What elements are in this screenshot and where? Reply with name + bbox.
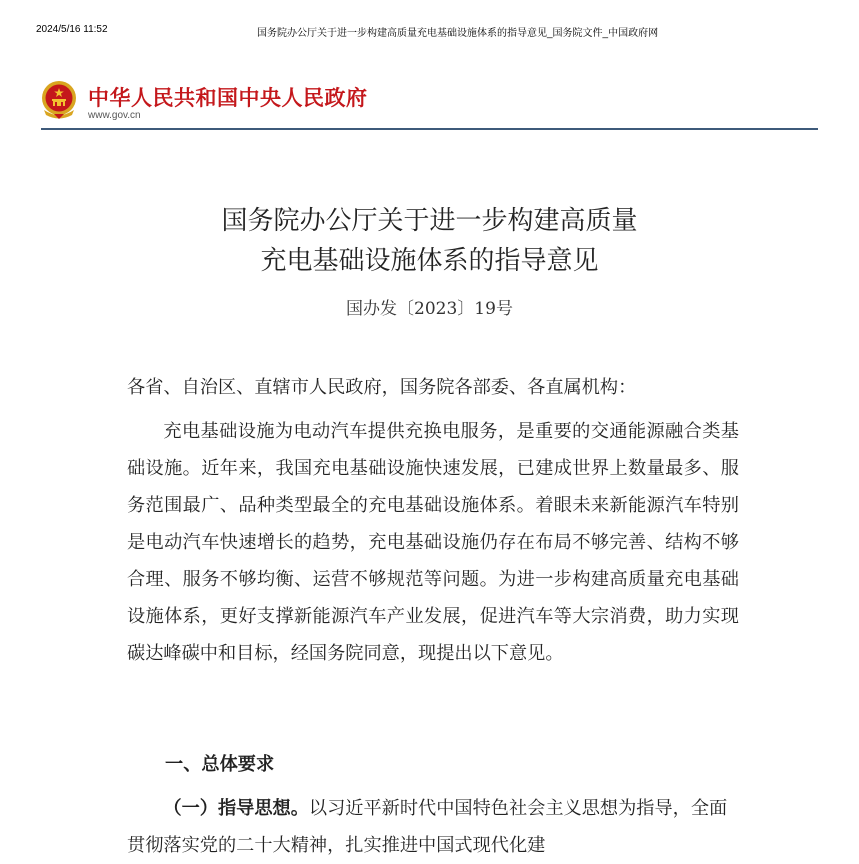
print-page-title: 国务院办公厅关于进一步构建高质量充电基础设施体系的指导意见_国务院文件_中国政府网 [257, 28, 659, 39]
document-title-line-1: 国务院办公厅关于进一步构建高质量 [221, 206, 638, 236]
subsection-text: 以习近平新时代中国特色社会主义思想为指导，全面贯彻落实党的二十大精神，扎实推进中国式现代化建 [127, 798, 728, 856]
paragraph-1: 充电基础设施为电动汽车提供充换电服务，是重要的交通能源融合类基础设施。近年来，我国充电基础设施快速发展，已建成世界上数量最多、服务范围最广、品种类型最全的充电基础设施体系。着眼未来新能源汽车特别是电动汽车快速增长的趋势，充电基础设施仍存在布局不够完善、结构不够合理、服务不够均衡、运营不够规范等问题。为进一步构建高质量充电基础设施体系，更好支撑新能源汽车产业发展，促进汽车等大宗消费，助力实现碳达峰碳中和目标，经国务院同意，现提出以下意见。 [127, 421, 739, 664]
subsection-lead: （一）指导思想。 [163, 798, 309, 819]
salutation: 各省、自治区、直辖市人民政府，国务院各部委、各直属机构： [127, 377, 637, 398]
document-number: 国办发〔2023〕19号 [346, 299, 513, 319]
print-datetime: 2024/5/16 11:52 [36, 24, 108, 35]
national-emblem-icon [40, 80, 78, 120]
masthead [40, 80, 820, 130]
document-title-line-2: 充电基础设施体系的指导意见 [260, 246, 599, 276]
paragraph-2 [127, 790, 739, 864]
section-heading-1: 一、总体要求 [165, 754, 275, 775]
masthead-divider [41, 128, 818, 130]
government-name: 中华人民共和国中央人民政府 [88, 86, 368, 110]
government-url: www.gov.cn [88, 110, 141, 121]
print-header [0, 24, 859, 38]
